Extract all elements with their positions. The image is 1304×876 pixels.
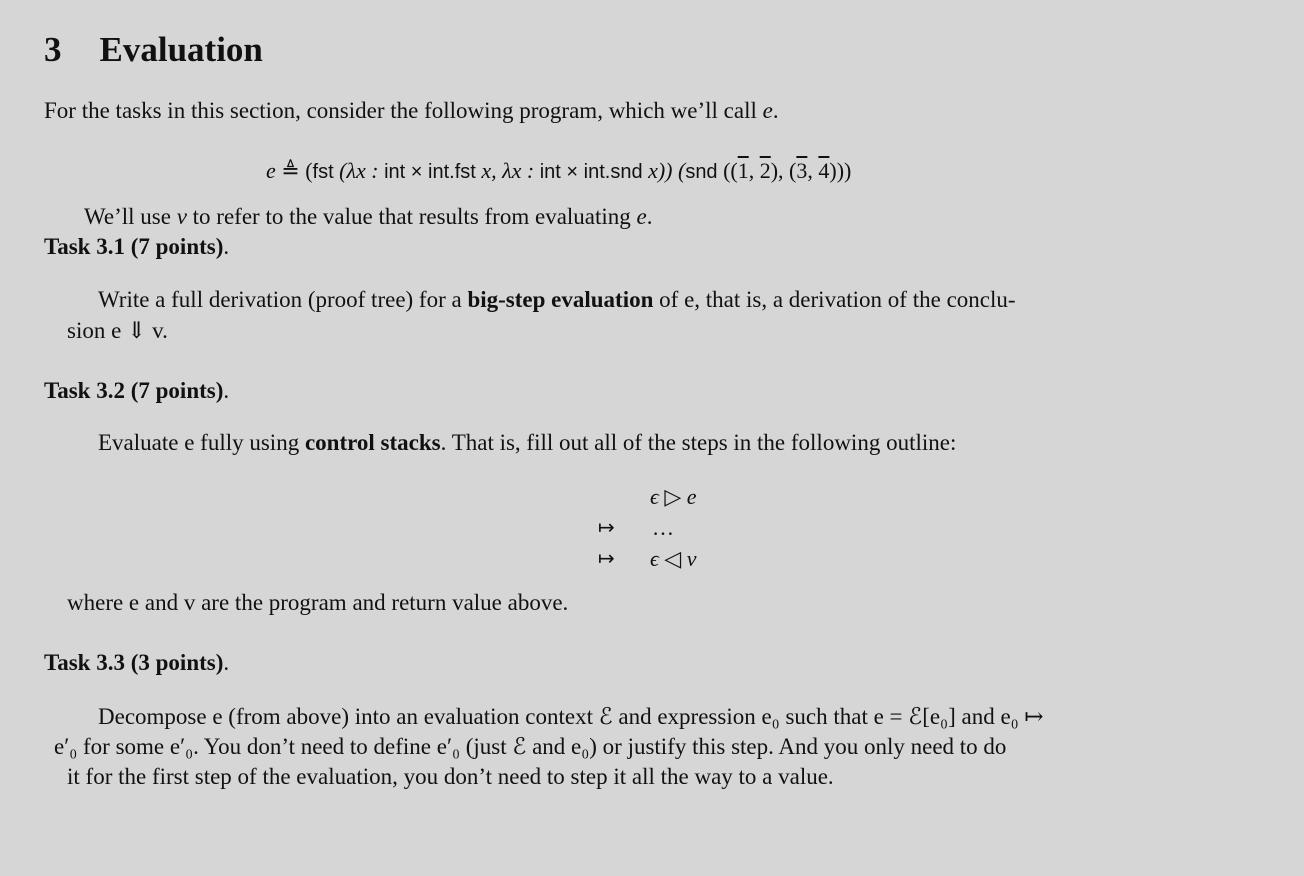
program-type2: int × int.snd (539, 161, 643, 183)
value-note-middle: to refer to the value that results from evaluating (192, 204, 631, 229)
task-3-2-label: Task 3.2 (44, 378, 125, 403)
value-note-v: v (176, 204, 187, 229)
task-3-1-line2: sion e ⇓ v. (67, 318, 168, 343)
stack-row-start: ϵ ▷ e (650, 484, 697, 509)
task-3-3-label: Task 3.3 (44, 650, 125, 675)
intro-text: For the tasks in this section, consider the following program, which we’ll call (44, 98, 757, 123)
program-snd: snd (685, 161, 718, 183)
task-3-3-points: (3 points) (130, 650, 224, 675)
program-num3: 3 (796, 158, 808, 183)
program-definition (266, 158, 851, 184)
task-3-2-text-b: . That is, fill out all of the steps in the following outline: (440, 430, 957, 455)
program-paren4: ))) (829, 158, 852, 183)
task-3-2-after: where e and v are the program and return value above. (67, 590, 569, 615)
task-3-2-line1 (98, 428, 956, 458)
task-3-1-line1 (98, 285, 1016, 315)
program-num1: 1 (737, 158, 749, 183)
intro-var: e (762, 98, 773, 123)
stack-row-ellipsis: … (652, 515, 674, 540)
task-3-3-line2: e′₀ for some e′₀. You don’t need to define e′₀ (just ℰ and e₀) or justify this step. And you only need to do (54, 734, 1007, 759)
task-3-1-dot: . (223, 234, 230, 259)
task-3-2-bold: control stacks (304, 430, 441, 455)
step-arrow-icon: ↦ (598, 515, 615, 539)
program-comma1: , (748, 158, 760, 183)
task-3-3-dot: . (223, 650, 230, 675)
task-3-1-text-b: of e, that is, a derivation of the conclu- (659, 287, 1016, 312)
intro-end: . (772, 98, 779, 123)
step-arrow-icon: ↦ (598, 546, 615, 570)
task-3-1-points: (7 points) (130, 234, 224, 259)
program-paren: ( (305, 158, 313, 183)
def-symbol: ≜ (281, 158, 300, 183)
task-3-1-label: Task 3.1 (44, 234, 125, 259)
value-note-e: e (636, 204, 647, 229)
program-comma2: , (807, 158, 819, 183)
program-fst: fst (312, 161, 334, 183)
task-3-1-heading (44, 234, 229, 260)
program-paren3: ), ( (770, 158, 797, 183)
intro-paragraph (44, 96, 779, 126)
task-3-3-line3: it for the first step of the evaluation, you don’t need to step it all the way to a value. (67, 764, 834, 789)
value-note-end: . (646, 204, 653, 229)
task-3-3-heading (44, 650, 229, 676)
program-lhs: e (266, 158, 276, 183)
program-apply: x)) ( (642, 158, 686, 183)
program-num2: 2 (759, 158, 771, 183)
program-type1: int × int.fst (384, 161, 476, 183)
task-3-1-text-a: Write a full derivation (proof tree) for a (98, 287, 462, 312)
value-note (84, 202, 653, 232)
section-heading (44, 30, 263, 70)
program-lambda1: (λx : (339, 158, 385, 183)
section-number: 3 (44, 30, 62, 69)
task-3-3-line1: Decompose e (from above) into an evaluation context ℰ and expression e₀ such that e = ℰ[e₀] and e₀ ↦ (98, 704, 1044, 729)
section-title: Evaluation (99, 30, 263, 69)
value-note-before: We’ll use (84, 204, 171, 229)
task-3-2-heading (44, 378, 229, 404)
task-3-2-dot: . (223, 378, 230, 403)
task-3-2-points: (7 points) (130, 378, 224, 403)
program-num4: 4 (818, 158, 830, 183)
stack-row-end: ϵ ◁ v (650, 546, 697, 571)
program-lambda2: x, λx : (475, 158, 540, 183)
program-paren2: (( (717, 158, 738, 183)
task-3-1-bold: big-step evaluation (467, 287, 654, 312)
task-3-2-text-a: Evaluate e fully using (98, 430, 300, 455)
